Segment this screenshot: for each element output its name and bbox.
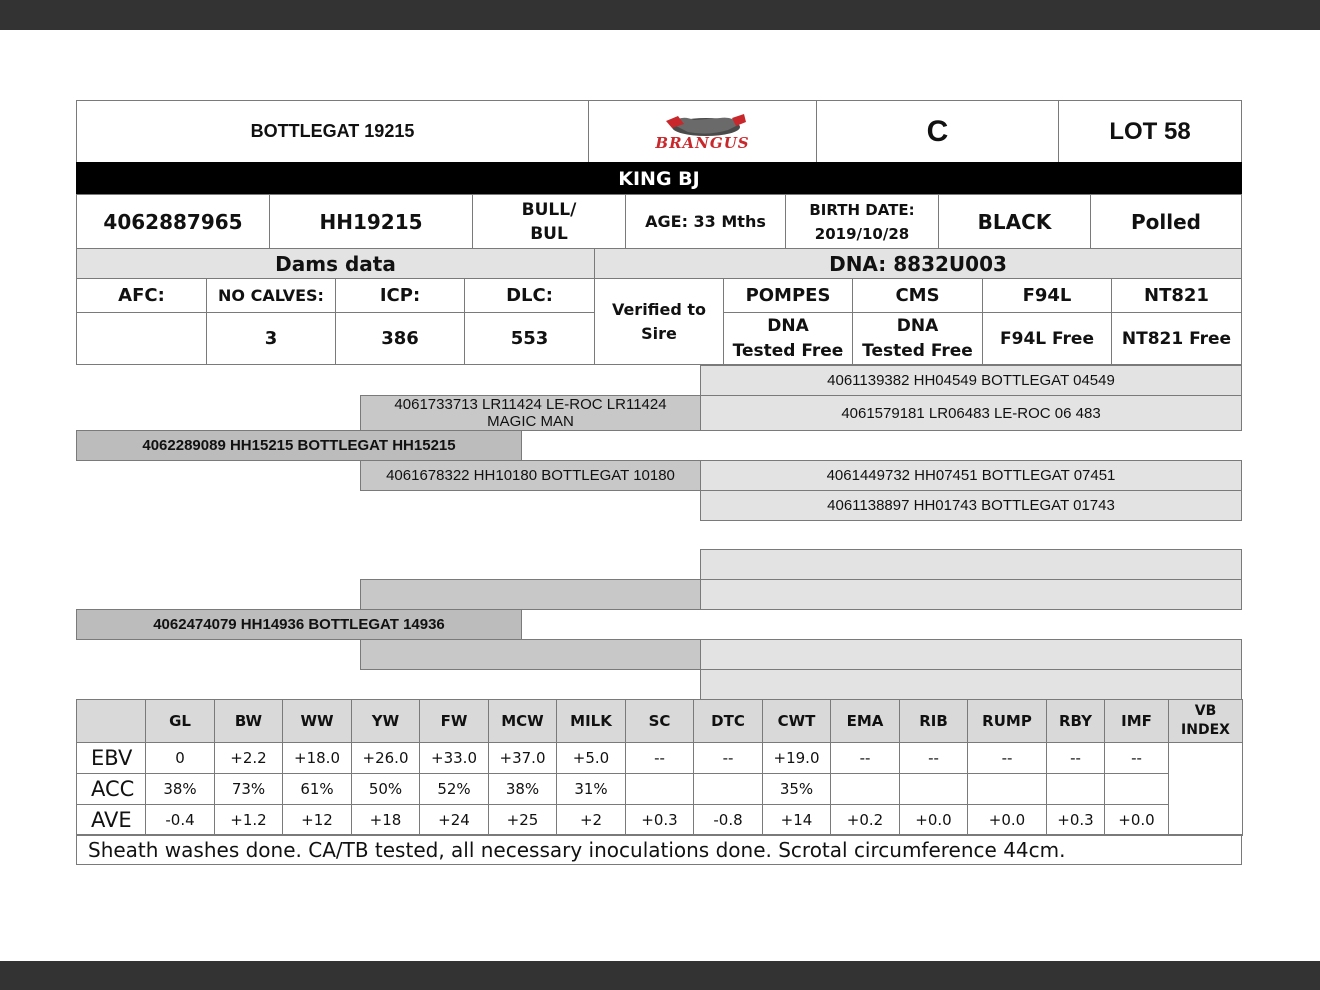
ave-cell: +0.2: [831, 805, 900, 836]
ebv-cell: --: [900, 743, 968, 774]
ave-cell: +24: [420, 805, 489, 836]
ave-row: [77, 805, 1243, 836]
ave-cell: +2: [557, 805, 626, 836]
ebv-col-header: MILK: [557, 700, 626, 743]
color: BLACK: [938, 194, 1091, 249]
ebv-cell: +19.0: [763, 743, 831, 774]
ave-cell: +12: [283, 805, 352, 836]
ebv-cell: --: [968, 743, 1047, 774]
ebv-cell: --: [694, 743, 763, 774]
ebv-col-header: [77, 700, 146, 743]
birth-date: BIRTH DATE: 2019/10/28: [785, 194, 939, 249]
acc-cell: [831, 774, 900, 805]
ebv-row: [77, 743, 1243, 774]
ebv-header-row: [77, 700, 1243, 743]
dams-header-afc: AFC:: [76, 278, 207, 313]
ebv-col-header: IMF: [1105, 700, 1169, 743]
acc-cell: 38%: [146, 774, 215, 805]
ebv-col-header: YW: [352, 700, 420, 743]
pedigree-dam-sire: [360, 579, 701, 610]
animal-name-bar: KING BJ: [76, 162, 1242, 195]
ebv-col-header: CWT: [763, 700, 831, 743]
ebv-cell: --: [1105, 743, 1169, 774]
animal-header-name: BOTTLEGAT 19215: [76, 100, 589, 163]
acc-row: [77, 774, 1243, 805]
ebv-col-header: WW: [283, 700, 352, 743]
ave-cell: +25: [489, 805, 557, 836]
lot-number: LOT 58: [1058, 100, 1242, 163]
ebv-cell: +5.0: [557, 743, 626, 774]
ebv-cell: +18.0: [283, 743, 352, 774]
horn-status: Polled: [1090, 194, 1242, 249]
acc-cell: 50%: [352, 774, 420, 805]
dna-header-pompes: POMPES: [723, 278, 853, 313]
acc-cell: [968, 774, 1047, 805]
dams-header-icp: ICP:: [335, 278, 465, 313]
ebv-col-header: RIB: [900, 700, 968, 743]
ave-row-label: AVE: [77, 805, 146, 836]
grade-letter: C: [816, 100, 1059, 163]
ave-cell: -0.4: [146, 805, 215, 836]
dna-header-cms: CMS: [852, 278, 983, 313]
acc-cell: [1105, 774, 1169, 805]
vb-index-value: [1169, 743, 1243, 836]
sex: BULL/ BUL: [472, 194, 626, 249]
ebv-cell: +33.0: [420, 743, 489, 774]
dna-value-f94l: F94L Free: [982, 312, 1112, 365]
age: AGE: 33 Mths: [625, 194, 786, 249]
ebv-cell: --: [626, 743, 694, 774]
dams-value-no-calves: 3: [206, 312, 336, 365]
ave-cell: -0.8: [694, 805, 763, 836]
acc-cell: 61%: [283, 774, 352, 805]
ave-cell: +18: [352, 805, 420, 836]
dna-value-cms: DNA Tested Free: [852, 312, 983, 365]
dna-verified-to-sire: Verified to Sire: [594, 278, 724, 365]
acc-cell: 52%: [420, 774, 489, 805]
ebv-col-header-vb-index: VB INDEX: [1169, 700, 1243, 743]
dams-data-title: Dams data: [76, 248, 595, 279]
ebv-col-header: EMA: [831, 700, 900, 743]
acc-cell: [1047, 774, 1105, 805]
pedigree-sire-sire-sire: 4061139382 HH04549 BOTTLEGAT 04549: [700, 365, 1242, 396]
acc-cell: [900, 774, 968, 805]
ave-cell: +0.0: [968, 805, 1047, 836]
ave-cell: +0.3: [626, 805, 694, 836]
herd-number: HH19215: [269, 194, 473, 249]
pedigree-sire-sire: 4061733713 LR11424 LE-ROC LR11424 MAGIC MAN: [360, 395, 701, 431]
dna-title: DNA: 8832U003: [594, 248, 1242, 279]
dams-header-dlc: DLC:: [464, 278, 595, 313]
acc-cell: 73%: [215, 774, 283, 805]
ebv-col-header: RBY: [1047, 700, 1105, 743]
dna-header-f94l: F94L: [982, 278, 1112, 313]
id-number: 4062887965: [76, 194, 270, 249]
pedigree-dam-sire-sire: [700, 549, 1242, 580]
ebv-col-header: RUMP: [968, 700, 1047, 743]
top-dark-bar: [0, 0, 1320, 30]
pedigree-dam-dam-sire: [700, 639, 1242, 670]
dna-value-nt821: NT821 Free: [1111, 312, 1242, 365]
dams-value-afc: [76, 312, 207, 365]
acc-cell: [626, 774, 694, 805]
acc-row-label: ACC: [77, 774, 146, 805]
pedigree-sire-dam: 4061678322 HH10180 BOTTLEGAT 10180: [360, 460, 701, 491]
brangus-logo: BRANGUS: [588, 100, 817, 163]
ave-cell: +0.0: [900, 805, 968, 836]
pedigree-dam-sire-dam: [700, 579, 1242, 610]
acc-cell: 38%: [489, 774, 557, 805]
ebv-col-header: GL: [146, 700, 215, 743]
pedigree-sire-dam-sire: 4061449732 HH07451 BOTTLEGAT 07451: [700, 460, 1242, 491]
ebv-col-header: MCW: [489, 700, 557, 743]
comments-note: Sheath washes done. CA/TB tested, all necessary inoculations done. Scrotal circumference 44cm.: [76, 834, 1242, 865]
acc-cell: [694, 774, 763, 805]
acc-cell: 35%: [763, 774, 831, 805]
pedigree-sire-dam-dam: 4061138897 HH01743 BOTTLEGAT 01743: [700, 490, 1242, 521]
ebv-cell: --: [831, 743, 900, 774]
bottom-dark-bar: [0, 961, 1320, 990]
ave-cell: +14: [763, 805, 831, 836]
dams-value-dlc: 553: [464, 312, 595, 365]
ebv-table: [76, 699, 1243, 836]
ebv-cell: +2.2: [215, 743, 283, 774]
pedigree-dam: 4062474079 HH14936 BOTTLEGAT 14936: [76, 609, 522, 640]
dams-value-icp: 386: [335, 312, 465, 365]
dna-value-pompes: DNA Tested Free: [723, 312, 853, 365]
dams-header-no-calves: NO CALVES:: [206, 278, 336, 313]
ave-cell: +0.3: [1047, 805, 1105, 836]
ebv-col-header: BW: [215, 700, 283, 743]
ebv-cell: +26.0: [352, 743, 420, 774]
ebv-col-header: FW: [420, 700, 489, 743]
ave-cell: +1.2: [215, 805, 283, 836]
ebv-cell: --: [1047, 743, 1105, 774]
ebv-col-header: SC: [626, 700, 694, 743]
acc-cell: 31%: [557, 774, 626, 805]
dna-header-nt821: NT821: [1111, 278, 1242, 313]
ave-cell: +0.0: [1105, 805, 1169, 836]
pedigree-sire: 4062289089 HH15215 BOTTLEGAT HH15215: [76, 430, 522, 461]
ebv-row-label: EBV: [77, 743, 146, 774]
ebv-col-header: DTC: [694, 700, 763, 743]
pedigree-dam-dam-dam: [700, 669, 1242, 700]
pedigree-sire-sire-dam: 4061579181 LR06483 LE-ROC 06 483: [700, 395, 1242, 431]
pedigree-dam-dam: [360, 639, 701, 670]
ebv-cell: +37.0: [489, 743, 557, 774]
ebv-cell: 0: [146, 743, 215, 774]
